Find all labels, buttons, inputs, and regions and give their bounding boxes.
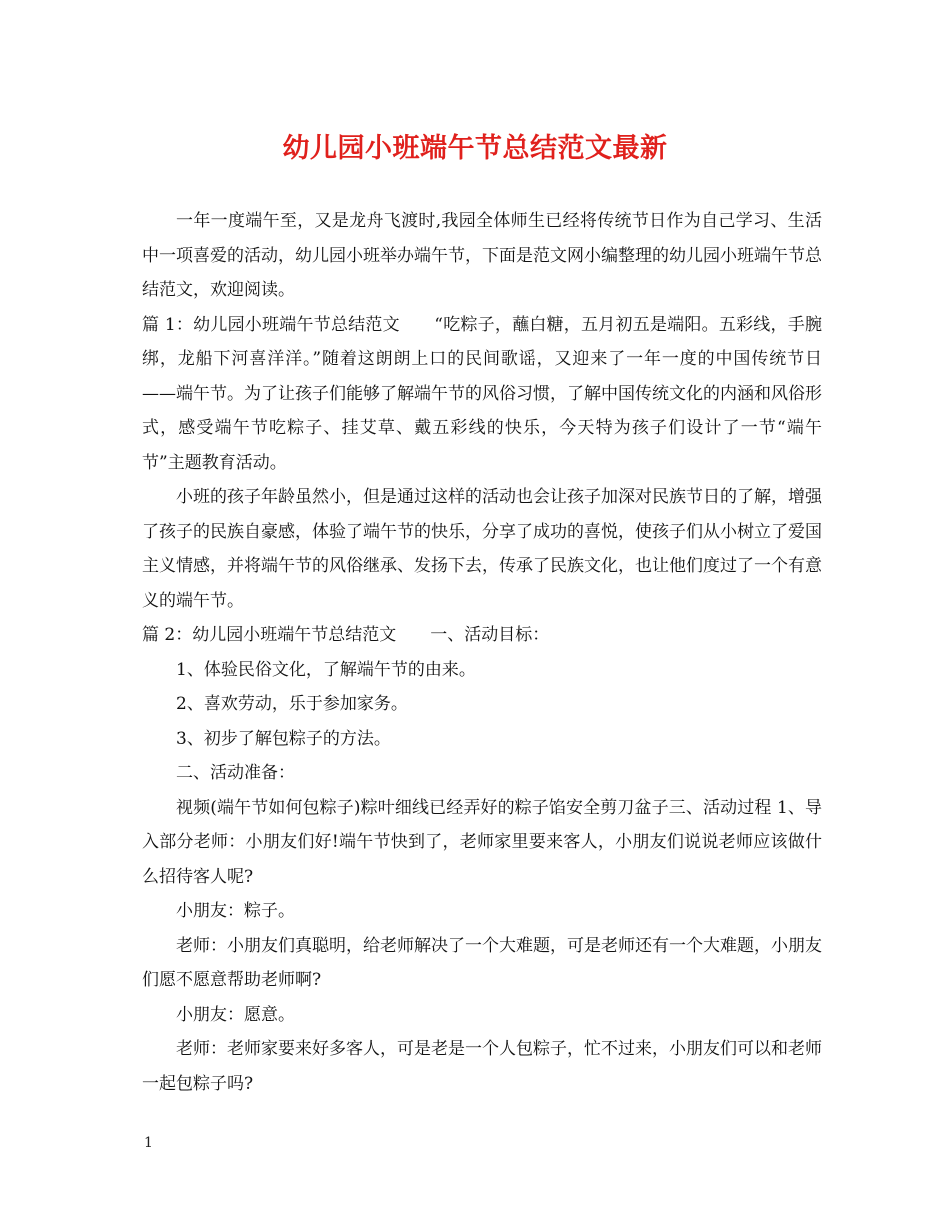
document-title: 幼儿园小班端午节总结范文最新: [282, 133, 668, 164]
dialogue-line: 小朋友：粽子。: [176, 901, 295, 921]
objective-item-3: 3、初步了解包粽子的方法。: [176, 728, 391, 749]
dialogue-line: 老师：小朋友们真聪明，给老师解决了一个大难题，可是老师还有一个大难题，小朋友们愿不愿意帮助老师啊?: [142, 935, 822, 990]
section-2-heading-paragraph: 篇 2：幼儿园小班端午节总结范文 一、活动目标：: [142, 625, 550, 645]
section-1-conclusion-paragraph: 小班的孩子年龄虽然小，但是通过这样的活动也会让孩子加深对民族节日的了解，增强了孩子的民族自豪感，体验了端午节的快乐，分享了成功的喜悦，使孩子们从小树立了爱国主义情感，并将端午节的风俗继承、发扬下去，传承了民族文化，也让他们度过了一个有意义的端午节。: [142, 487, 822, 611]
objective-item-2: 2、喜欢劳动，乐于参加家务。: [176, 694, 408, 714]
objective-item-1: 1、体验民俗文化，了解端午节的由来。: [176, 659, 476, 680]
dialogue-line: 老师：老师家要来好多客人，可是老是一个人包粽子，忙不过来，小朋友们可以和老师一起包粽子吗?: [142, 1039, 822, 1094]
document-body: [142, 204, 822, 1101]
preparation-heading: 二、活动准备：: [176, 763, 295, 783]
dialogue-line: 小朋友：愿意。: [176, 1004, 295, 1025]
preparation-paragraph: 视频(端午节如何包粽子)粽叶细线已经弄好的粽子馅安全剪刀盆子三、活动过程 1、导入部分老师：小朋友们好!端午节快到了，老师家里要来客人，小朋友们说说老师应该做什么招待客人呢?: [142, 797, 822, 887]
page-number: 1: [144, 1135, 153, 1151]
intro-paragraph: 一年一度端午至，又是龙舟飞渡时,我园全体师生已经将传统节日作为自己学习、生活中一项喜爱的活动，幼儿园小班举办端午节，下面是范文网小编整理的幼儿园小班端午节总结范文，欢迎阅读。: [142, 211, 822, 300]
section-1-paragraph: 篇 1：幼儿园小班端午节总结范文 “吃粽子，蘸白糖，五月初五是端阳。五彩线，手腕绑，龙船下河喜洋洋。”随着这朗朗上口的民间歌谣，又迎来了一年一度的中国传统节日——端午节。为了让孩子们能够了解端午节的风俗习惯，了解中国传统文化的内涵和风俗形式，感受端午节吃粽子、挂艾草、戴五彩线的快乐，今天特为孩子们设计了一节“端午节”主题教育活动。: [142, 314, 822, 473]
